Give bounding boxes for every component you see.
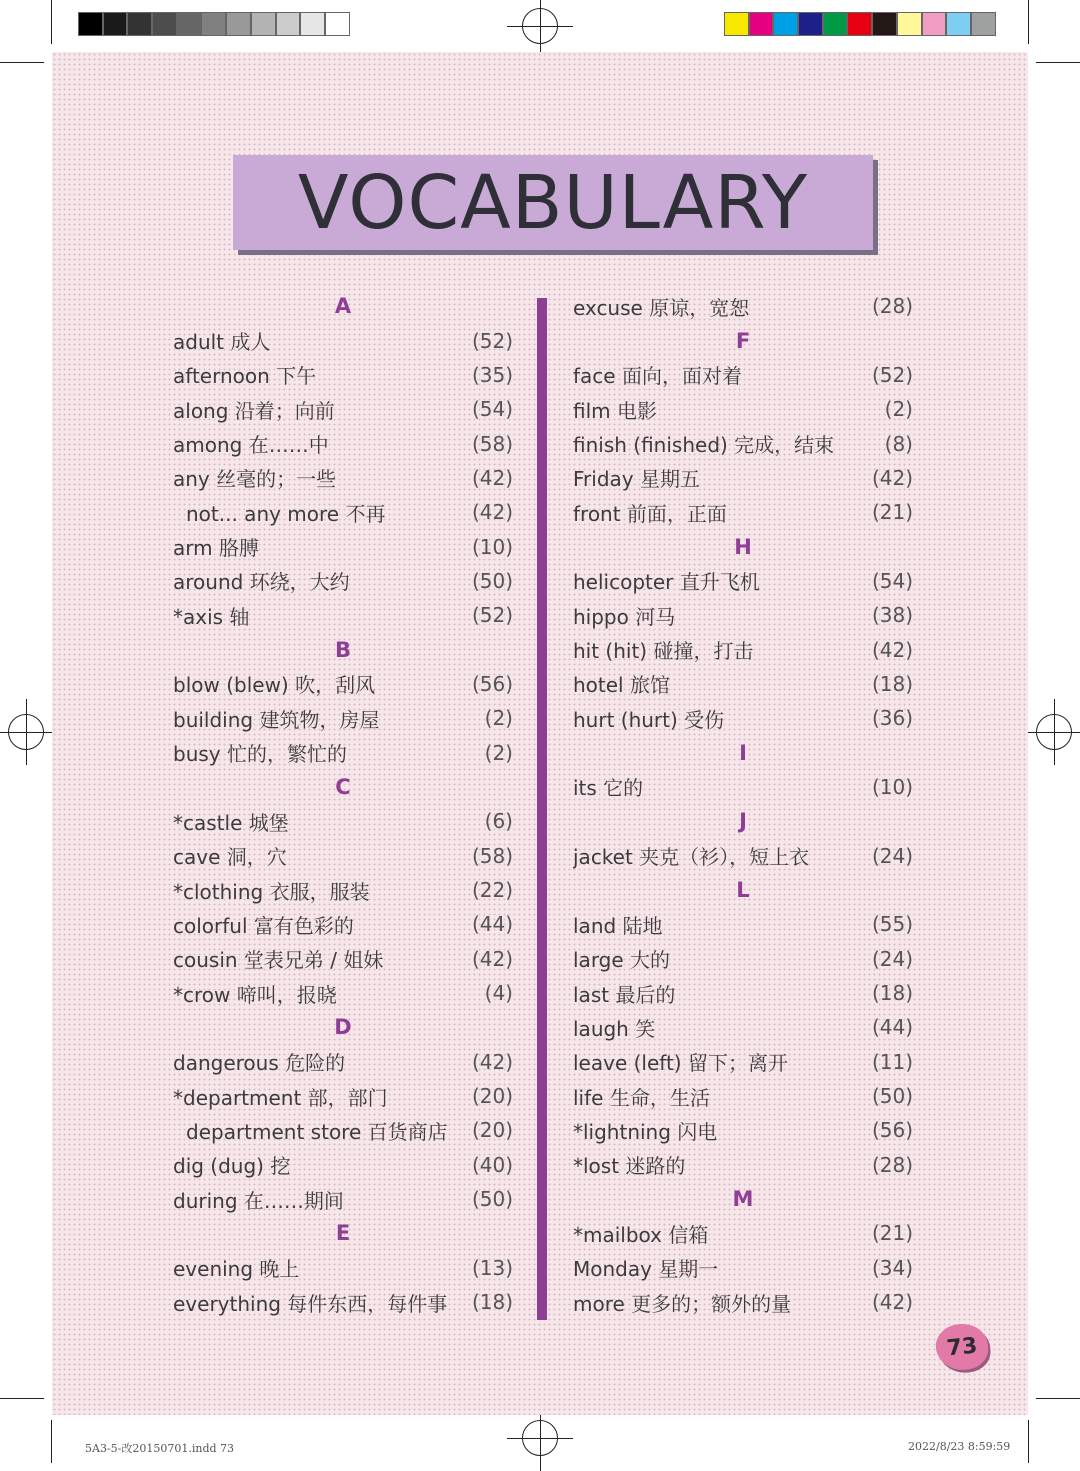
color-swatch (78, 12, 103, 36)
color-swatch (226, 12, 251, 36)
entry-page-ref: (44) (471, 912, 513, 937)
vocabulary-entry (573, 1251, 913, 1285)
vocabulary-entry (573, 1148, 913, 1182)
entry-page-ref: (20) (471, 1118, 513, 1143)
vocabulary-entry (173, 392, 513, 426)
entry-term: hurt (hurt) 受伤 (573, 707, 725, 732)
entry-term: blow (blew) 吹，刮风 (173, 673, 376, 698)
vocabulary-entry (573, 632, 913, 666)
color-swatch (922, 12, 947, 36)
vocabulary-entry (173, 735, 513, 769)
color-swatch (251, 12, 276, 36)
registration-mark-bottom (522, 1420, 558, 1456)
entry-page-ref: (18) (871, 981, 913, 1006)
entry-term: land 陆地 (573, 913, 663, 938)
entry-term: life 生命，生活 (573, 1085, 710, 1110)
entry-term: afternoon 下午 (173, 364, 317, 389)
registration-mark-right (1036, 714, 1072, 750)
entry-term: *crow 啼叫，报晓 (173, 982, 337, 1007)
page-title: VOCABULARY (297, 159, 809, 246)
vocabulary-entry (573, 667, 913, 701)
entry-term: *lightning 闪电 (573, 1119, 718, 1144)
color-swatch (201, 12, 226, 36)
entry-page-ref: (58) (471, 431, 513, 456)
color-swatch (872, 12, 897, 36)
vocabulary-entry (573, 1113, 913, 1147)
vocabulary-entry (573, 392, 913, 426)
entry-page-ref: (38) (871, 603, 913, 628)
slug-filename: 5A3-5-改20150701.indd 73 (85, 1442, 235, 1455)
vocabulary-entry (173, 1148, 513, 1182)
vocabulary-entry (573, 701, 913, 735)
vocabulary-entry (573, 461, 913, 495)
entry-page-ref: (56) (471, 671, 513, 696)
entry-term: around 环绕，大约 (173, 570, 350, 595)
vocabulary-entry (173, 1079, 513, 1113)
registration-mark-top (522, 8, 558, 44)
entry-term: hotel 旅馆 (573, 673, 670, 698)
section-letter: D (334, 1015, 352, 1040)
entry-term: helicopter 直升飞机 (573, 570, 760, 595)
crop-mark (0, 62, 44, 63)
entry-term: along 沿着；向前 (173, 398, 335, 423)
process-color-bar (724, 12, 996, 38)
color-swatch (847, 12, 872, 36)
entry-term: *clothing 衣服，服装 (173, 879, 370, 904)
entry-term: cave 洞，穴 (173, 845, 287, 870)
vocabulary-entry (573, 598, 913, 632)
crop-mark (0, 1398, 44, 1399)
vocabulary-entry (173, 873, 513, 907)
entry-term: *castle 城堡 (173, 810, 289, 835)
vocabulary-entry (173, 976, 513, 1010)
entry-page-ref: (2) (484, 740, 513, 765)
vocabulary-entry (173, 942, 513, 976)
entry-term: film 电影 (573, 398, 657, 423)
section-letter: F (735, 328, 751, 353)
registration-mark-left (8, 714, 44, 750)
entry-page-ref: (50) (871, 1084, 913, 1109)
color-swatch (749, 12, 774, 36)
entry-page-ref: (18) (471, 1290, 513, 1315)
entry-page-ref: (22) (471, 878, 513, 903)
entry-page-ref: (55) (871, 912, 913, 937)
vocabulary-entry (173, 701, 513, 735)
entry-term: excuse 原谅，宽恕 (573, 295, 750, 320)
crop-mark (1036, 62, 1080, 63)
entry-term: department store 百货商店 (186, 1119, 448, 1144)
section-letter: H (734, 534, 752, 559)
entry-term: laugh 笑 (573, 1016, 656, 1041)
vocabulary-entry (573, 358, 913, 392)
entry-term: not... any more 不再 (186, 501, 386, 526)
entry-page-ref: (18) (871, 671, 913, 696)
vocabulary-entry (573, 1285, 913, 1319)
entry-page-ref: (40) (471, 1152, 513, 1177)
entry-term: Friday 星期五 (573, 467, 700, 492)
entry-page-ref: (58) (471, 843, 513, 868)
vocabulary-entry (173, 1251, 513, 1285)
entry-page-ref: (10) (471, 534, 513, 559)
entry-term: colorful 富有色彩的 (173, 913, 354, 938)
page-number: 73 (945, 1332, 979, 1362)
entry-page-ref: (2) (484, 706, 513, 731)
entry-page-ref: (13) (471, 1255, 513, 1280)
entry-page-ref: (24) (871, 946, 913, 971)
crop-mark (1028, 0, 1029, 44)
vocabulary-entry (173, 529, 513, 563)
entry-page-ref: (42) (471, 500, 513, 525)
entry-page-ref: (52) (871, 362, 913, 387)
entry-page-ref: (36) (871, 706, 913, 731)
vocabulary-entry (173, 564, 513, 598)
color-swatch (276, 12, 301, 36)
vocabulary-entry (173, 598, 513, 632)
entry-page-ref: (11) (871, 1049, 913, 1074)
column-divider (537, 298, 547, 1320)
vocabulary-entry (173, 667, 513, 701)
entry-term: leave (left) 留下；离开 (573, 1051, 788, 1076)
entry-page-ref: (35) (471, 362, 513, 387)
vocabulary-entry (573, 942, 913, 976)
entry-term: its 它的 (573, 776, 644, 801)
entry-page-ref: (4) (484, 981, 513, 1006)
entry-page-ref: (8) (884, 431, 913, 456)
section-letter: B (334, 637, 351, 662)
color-swatch (177, 12, 202, 36)
crop-mark (1028, 1420, 1029, 1463)
entry-page-ref: (28) (871, 1152, 913, 1177)
vocabulary-entry (573, 1216, 913, 1250)
vocabulary-entry (573, 426, 913, 460)
entry-term: *department 部，部门 (173, 1085, 388, 1110)
vocabulary-entry (573, 289, 913, 323)
vocabulary-entry (173, 1045, 513, 1079)
section-letter: L (736, 878, 750, 903)
entry-page-ref: (42) (471, 946, 513, 971)
entry-term: among 在……中 (173, 433, 329, 458)
section-letter: A (334, 294, 352, 319)
crop-mark (51, 1420, 52, 1463)
entry-term: during 在……期间 (173, 1188, 344, 1213)
entry-page-ref: (42) (871, 637, 913, 662)
vocabulary-entry (573, 770, 913, 804)
entry-page-ref: (42) (871, 465, 913, 490)
color-swatch (971, 12, 996, 36)
section-letter: E (335, 1221, 351, 1246)
entry-page-ref: (42) (471, 465, 513, 490)
entry-page-ref: (20) (471, 1084, 513, 1109)
entry-page-ref: (44) (871, 1015, 913, 1040)
vocabulary-entry (173, 907, 513, 941)
entry-term: Monday 星期一 (573, 1257, 719, 1282)
entry-term: building 建筑物，房屋 (173, 707, 380, 732)
section-letter: C (335, 774, 351, 799)
entry-page-ref: (24) (871, 843, 913, 868)
color-swatch (127, 12, 152, 36)
section-letter: I (739, 740, 747, 765)
vocabulary-entry (573, 564, 913, 598)
entry-page-ref: (50) (471, 1187, 513, 1212)
color-swatch (152, 12, 177, 36)
entry-page-ref: (52) (471, 328, 513, 353)
entry-term: arm 胳膊 (173, 536, 259, 561)
entry-page-ref: (52) (471, 603, 513, 628)
entry-page-ref: (6) (484, 809, 513, 834)
vocabulary-entry (573, 1010, 913, 1044)
vocabulary-entry (173, 495, 513, 529)
entry-term: adult 成人 (173, 330, 271, 355)
entry-term: any 丝毫的；一些 (173, 467, 337, 492)
entry-page-ref: (28) (871, 294, 913, 319)
title-banner (233, 155, 873, 250)
entry-page-ref: (2) (884, 397, 913, 422)
slug-timestamp: 2022/8/23 8:59:59 (908, 1440, 1011, 1453)
color-swatch (798, 12, 823, 36)
crop-mark (51, 0, 52, 44)
vocabulary-entry (173, 1285, 513, 1319)
vocabulary-entry (173, 1182, 513, 1216)
vocabulary-entry (573, 839, 913, 873)
vocabulary-entry (173, 804, 513, 838)
entry-term: last 最后的 (573, 982, 676, 1007)
vocabulary-column-right (573, 289, 913, 1319)
entry-term: everything 每件东西，每件事 (173, 1291, 448, 1316)
vocabulary-entry (573, 1045, 913, 1079)
section-letter: J (739, 809, 747, 834)
entry-term: large 大的 (573, 948, 671, 973)
entry-term: finish (finished) 完成，结束 (573, 433, 835, 458)
entry-page-ref: (42) (471, 1049, 513, 1074)
entry-term: front 前面，正面 (573, 501, 727, 526)
entry-term: cousin 堂表兄弟 / 姐妹 (173, 948, 384, 973)
entry-term: evening 晚上 (173, 1257, 300, 1282)
color-swatch (325, 12, 350, 36)
entry-page-ref: (10) (871, 774, 913, 799)
entry-page-ref: (42) (871, 1290, 913, 1315)
entry-term: *axis 轴 (173, 604, 250, 629)
section-letter: M (732, 1187, 754, 1212)
entry-term: more 更多的；额外的量 (573, 1291, 792, 1316)
vocabulary-entry (173, 358, 513, 392)
grayscale-color-bar (78, 12, 350, 38)
vocabulary-entry (573, 907, 913, 941)
color-swatch (300, 12, 325, 36)
vocabulary-entry (173, 1113, 513, 1147)
entry-term: hit (hit) 碰撞，打击 (573, 639, 754, 664)
vocabulary-column-left (173, 289, 513, 1319)
entry-page-ref: (56) (871, 1118, 913, 1143)
color-swatch (897, 12, 922, 36)
entry-page-ref: (54) (471, 397, 513, 422)
entry-page-ref: (50) (471, 568, 513, 593)
vocabulary-entry (573, 1079, 913, 1113)
entry-term: face 面向，面对着 (573, 364, 742, 389)
entry-page-ref: (54) (871, 568, 913, 593)
vocabulary-entry (573, 976, 913, 1010)
entry-page-ref: (21) (871, 1221, 913, 1246)
entry-page-ref: (34) (871, 1255, 913, 1280)
color-swatch (946, 12, 971, 36)
entry-term: hippo 河马 (573, 604, 676, 629)
color-swatch (823, 12, 848, 36)
vocabulary-entry (173, 839, 513, 873)
vocabulary-entry (173, 461, 513, 495)
vocabulary-entry (173, 323, 513, 357)
crop-mark (1036, 1398, 1080, 1399)
entry-page-ref: (21) (871, 500, 913, 525)
entry-term: *lost 迷路的 (573, 1154, 686, 1179)
entry-term: dig (dug) 挖 (173, 1154, 291, 1179)
vocabulary-entry (573, 495, 913, 529)
entry-term: *mailbox 信箱 (573, 1222, 709, 1247)
vocabulary-entry (173, 426, 513, 460)
color-swatch (103, 12, 128, 36)
entry-term: jacket 夹克（衫），短上衣 (573, 845, 810, 870)
entry-term: dangerous 危险的 (173, 1051, 346, 1076)
entry-term: busy 忙的，繁忙的 (173, 742, 347, 767)
color-swatch (724, 12, 749, 36)
color-swatch (773, 12, 798, 36)
